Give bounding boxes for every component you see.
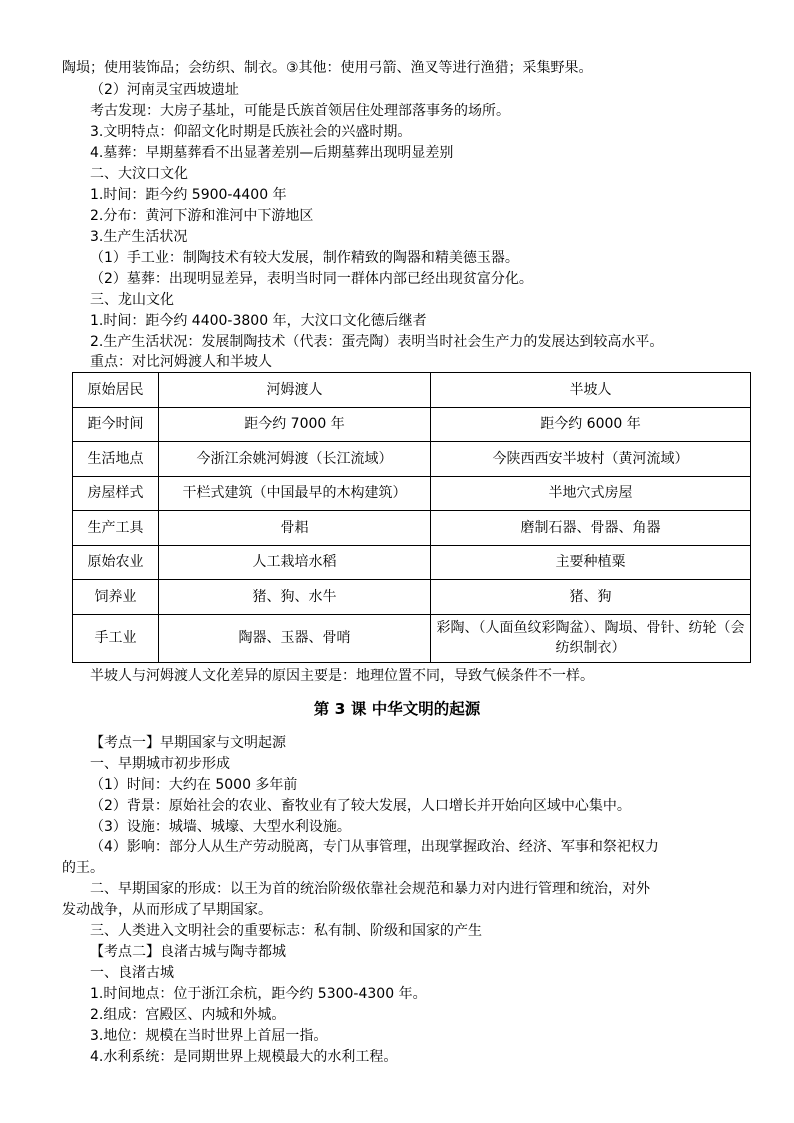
text-line: 1.时间地点：位于浙江余杭，距今约 5300-4300 年。: [90, 986, 427, 1002]
table-row: [73, 614, 751, 662]
table-cell: 骨耜: [159, 511, 431, 546]
text-line: 1.时间：距今约 4400-3800 年，大汶口文化德后继者: [90, 313, 427, 329]
table-cell: 今浙江余姚河姆渡（长江流域）: [159, 442, 431, 477]
table-conclusion: 半坡人与河姆渡人文化差异的原因主要是：地理位置不同，导致气候条件不一样。: [90, 668, 594, 684]
table-row: [73, 511, 751, 546]
table-cell: 半地穴式房屋: [431, 476, 751, 511]
text-line: 【考点二】良渚古城与陶寺都城: [90, 944, 286, 960]
text-line: 一、良渚古城: [90, 965, 174, 981]
table-cell: 半坡人: [431, 373, 751, 408]
text-line: 二、早期国家的形成：以王为首的统治阶级依靠社会规范和暴力对内进行管理和统治，对外: [90, 881, 650, 897]
table-row: [73, 476, 751, 511]
table-cell: 生活地点: [73, 442, 159, 477]
table-cell: 猪、狗: [431, 580, 751, 615]
text-line: 重点：对比河姆渡人和半坡人: [90, 354, 272, 370]
table-row: [73, 545, 751, 580]
text-line: 2.生产生活状况：发展制陶技术（代表：蛋壳陶）表明当时社会生产力的发展达到较高水平。: [90, 334, 664, 350]
table-cell: 生产工具: [73, 511, 159, 546]
table-cell: 今陕西西安半坡村（黄河流域）: [431, 442, 751, 477]
text-line: （2）墓葬：出现明显差异，表明当时同一群体内部已经出现贫富分化。: [90, 271, 533, 287]
table-row: [73, 407, 751, 442]
table-cell: 手工业: [73, 614, 159, 662]
text-line: 陶埙；使用装饰品；会纺织、制衣。③其他：使用弓箭、渔叉等进行渔猎；采集野果。: [62, 60, 593, 76]
table-cell: 主要种植粟: [431, 545, 751, 580]
text-line: 一、早期城市初步形成: [90, 756, 230, 772]
text-line: 三、人类进入文明社会的重要标志：私有制、阶级和国家的产生: [90, 923, 482, 939]
text-line: 1.时间：距今约 5900-4400 年: [90, 187, 287, 203]
text-line: 考古发现：大房子基址，可能是氏族首领居住处理部落事务的场所。: [90, 103, 510, 119]
text-line: 2.组成：宫殿区、内城和外城。: [90, 1007, 286, 1023]
table-cell: 人工栽培水稻: [159, 545, 431, 580]
text-line: （1）手工业：制陶技术有较大发展，制作精致的陶器和精美德玉器。: [90, 250, 519, 266]
comparison-table: [72, 372, 751, 663]
table-cell: 距今约 6000 年: [431, 407, 751, 442]
text-line: 发动战争，从而形成了早期国家。: [62, 902, 272, 918]
text-line: （4）影响：部分人从生产劳动脱离，专门从事管理，出现掌握政治、经济、军事和祭祀权力: [90, 839, 659, 855]
table-cell: 原始农业: [73, 545, 159, 580]
table-row: [73, 580, 751, 615]
table-row: [73, 442, 751, 477]
table-cell: 房屋样式: [73, 476, 159, 511]
table-cell: 饲养业: [73, 580, 159, 615]
text-line: （3）设施：城墙、城壕、大型水利设施。: [90, 819, 351, 835]
table-cell: 原始居民: [73, 373, 159, 408]
text-line: 4.墓葬：早期墓葬看不出显著差别—后期墓葬出现明显差别: [90, 145, 454, 161]
text-line: （2）河南灵宝西坡遗址: [90, 82, 239, 98]
table-cell: 距今时间: [73, 407, 159, 442]
text-line: 二、大汶口文化: [90, 166, 188, 182]
table-cell: 磨制石器、骨器、角器: [431, 511, 751, 546]
text-line: 【考点一】早期国家与文明起源: [90, 735, 286, 751]
text-line: 3.文明特点：仰韶文化时期是氏族社会的兴盛时期。: [90, 124, 412, 140]
text-line: （1）时间：大约在 5000 多年前: [90, 777, 298, 793]
text-line: 3.生产生活状况: [90, 229, 188, 245]
table-cell: 干栏式建筑（中国最早的木构建筑）: [159, 476, 431, 511]
table-cell: 距今约 7000 年: [159, 407, 431, 442]
lesson-title: 第 3 课 中华文明的起源: [313, 700, 481, 718]
table-cell: 彩陶、（人面鱼纹彩陶盆）、陶埙、骨针、纺轮（会纺织制衣）: [431, 614, 751, 662]
text-line: 三、龙山文化: [90, 292, 174, 308]
table-cell: 陶器、玉器、骨哨: [159, 614, 431, 662]
table-cell: 猪、狗、水牛: [159, 580, 431, 615]
text-line: 的王。: [62, 860, 104, 876]
text-line: 3.地位：规模在当时世界上首屈一指。: [90, 1028, 328, 1044]
text-line: 2.分布：黄河下游和淮河中下游地区: [90, 208, 314, 224]
table-header-row: [73, 373, 751, 408]
text-line: （2）背景：原始社会的农业、畜牧业有了较大发展，人口增长并开始向区域中心集中。: [90, 798, 631, 814]
table-cell: 河姆渡人: [159, 373, 431, 408]
text-line: 4.水利系统：是同期世界上规模最大的水利工程。: [90, 1049, 398, 1065]
